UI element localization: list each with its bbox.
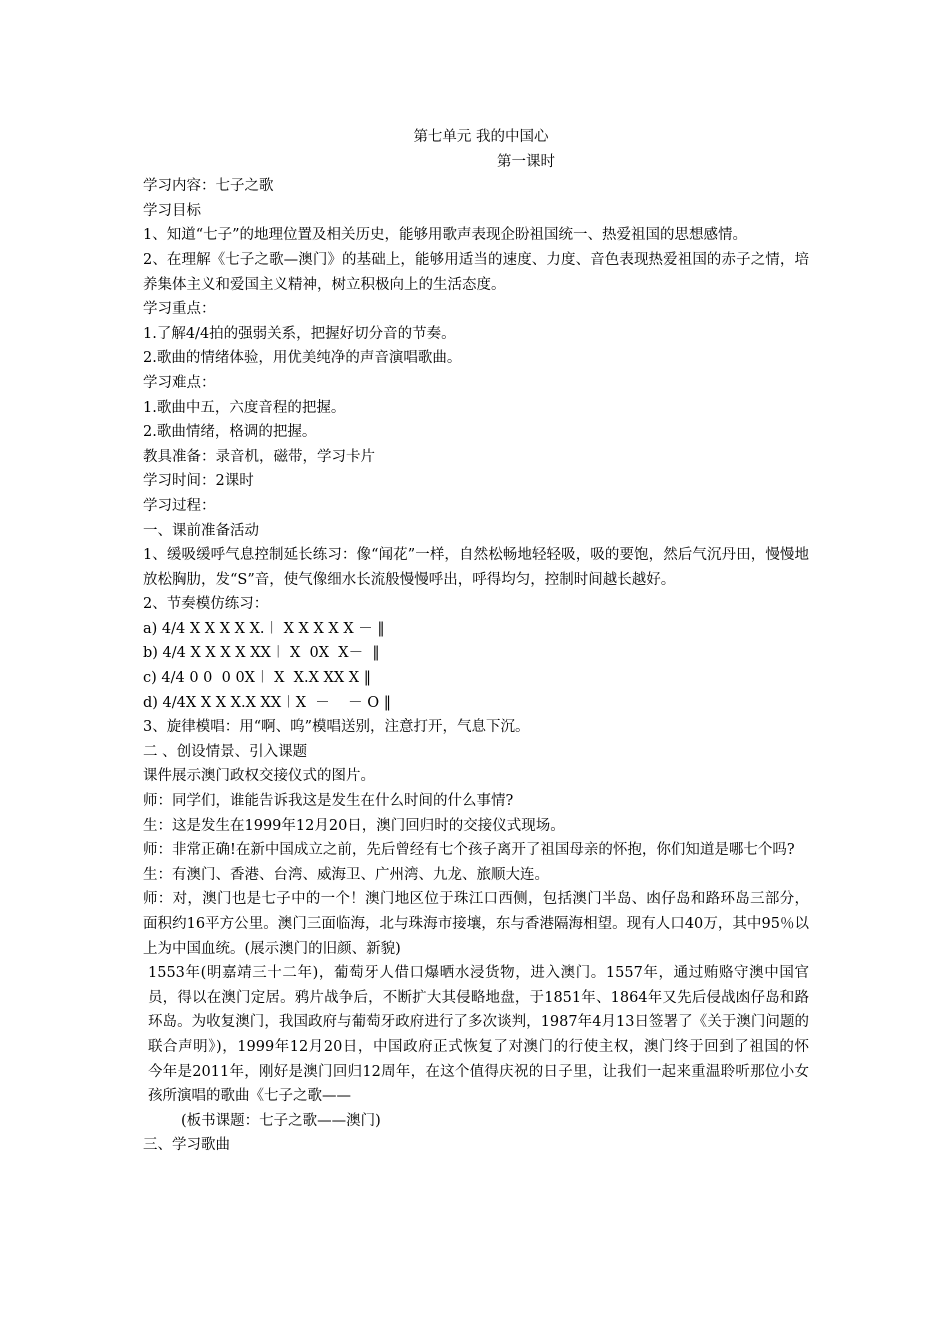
paragraph-process-heading: 学习过程：	[143, 497, 216, 514]
paragraph-goals-heading: 学习目标	[143, 202, 201, 219]
paragraph-study-content: 学习内容：七子之歌	[143, 178, 274, 195]
paragraph-rhythm-d: d) 4/4X X X X.X XX︱X － － O ‖	[143, 694, 392, 711]
paragraph-teaching-aids: 教具准备：录音机，磁带，学习卡片	[143, 448, 375, 465]
paragraph-board-title: (板书课题：七子之歌——澳门)	[181, 1112, 381, 1129]
paragraph-macau-intro: 师：对，澳门也是七子中的一个！澳门地区位于珠江口西侧，包括澳门半岛、凼仔岛和路环岛三部分，面积约16平方公里。澳门三面临海，北与珠海市接壤，东与香港隔海相望。现有人口40万，其中95％以上为中国血统。(展示澳门的旧颜、新貌)	[143, 891, 809, 957]
paragraph-study-time: 学习时间：2课时	[143, 473, 254, 490]
paragraph-macau-history: 1553年(明嘉靖三十二年)，葡萄牙人借口爆晒水浸货物，进入澳门。1557年，通过贿赂守澳中国官员，得以在澳门定居。鸦片战争后，不断扩大其侵略地盘，于1851年、1864年又先后侵战凼仔岛和路环岛。为收复澳门，我国政府与葡萄牙政府进行了多次谈判，1987年4月13日签署了《关于澳门问题的联合声明》)，1999年12月20日，中国政府正式恢复了对澳门的行使主权，澳门终于回到了祖国的怀 今年是2011年，刚好是澳门回归12周年，在这个值得庆祝的日子里，让我们一起来重温聆听那位小女孩所演唱的歌曲《七子之歌——	[148, 965, 828, 1105]
paragraph-melody-exercise: 3、旋律模唱：用“啊、呜”模唱送别，注意打开，气息下沉。	[143, 719, 530, 736]
paragraph-key-point-1: 1.了解4/4拍的强弱关系，把握好切分音的节奏。	[143, 325, 456, 342]
paragraph-key-points-heading: 学习重点：	[143, 301, 216, 318]
document-title: 第七单元 我的中国心	[413, 129, 549, 145]
paragraph-teacher-question: 师：同学们，谁能告诉我这是发生在什么时间的什么事情?	[143, 793, 514, 810]
paragraph-goal-1: 1、知道“七子”的地理位置及相关历史，能够用歌声表现企盼祖国统一、热爱祖国的思想感情。	[143, 227, 748, 244]
paragraph-student-list: 生：有澳门、香港、台湾、威海卫、广州湾、九龙、旅顺大连。	[143, 866, 549, 883]
paragraph-section-2-heading: 二 、创设情景、引入课题	[143, 743, 308, 760]
paragraph-rhythm-c: c) 4/4 0 0 0 0X︱ X X.X XX X ‖	[143, 670, 371, 687]
document-body	[143, 125, 828, 1158]
paragraph-teacher-response: 师：非常正确!在新中国成立之前，先后曾经有七个孩子离开了祖国母亲的怀抱，你们知道是哪七个吗?	[143, 842, 795, 859]
paragraph-key-point-2: 2.歌曲的情绪体验，用优美纯净的声音演唱歌曲。	[143, 350, 462, 367]
paragraph-section-3-heading: 三、学习歌曲	[143, 1137, 230, 1154]
paragraph-courseware: 课件展示澳门政权交接仪式的图片。	[143, 768, 375, 785]
paragraph-section-1-heading: 一、课前准备活动	[143, 522, 259, 539]
paragraph-difficulty-2: 2.歌曲情绪，格调的把握。	[143, 424, 317, 441]
paragraph-rhythm-heading: 2、节奏模仿练习：	[143, 596, 269, 613]
paragraph-rhythm-a: a) 4/4 X X X X X.︱ X X X X X － ‖	[143, 620, 385, 637]
paragraph-goal-2: 2、在理解《七子之歌—澳门》的基础上，能够用适当的速度、力度、音色表现热爱祖国的赤子之情，培养集体主义和爱国主义精神，树立积极向上的生活态度。	[143, 251, 809, 293]
paragraph-student-answer: 生：这是发生在1999年12月20日，澳门回归时的交接仪式现场。	[143, 817, 565, 834]
document-subtitle: 第一课时	[497, 153, 555, 170]
paragraph-difficulties-heading: 学习难点：	[143, 374, 216, 391]
paragraph-rhythm-b: b) 4/4 X X X X XX︱ X 0X X－ ‖	[143, 645, 380, 662]
paragraph-breathing-exercise: 1、缓吸缓呼气息控制延长练习：像“闻花”一样，自然松畅地轻轻吸，吸的要饱，然后气沉丹田，慢慢地放松胸肋，发“S”音，使气像细水长流般慢慢呼出，呼得均匀，控制时间越长越好。	[143, 547, 809, 588]
paragraph-difficulty-1: 1.歌曲中五，六度音程的把握。	[143, 399, 346, 416]
